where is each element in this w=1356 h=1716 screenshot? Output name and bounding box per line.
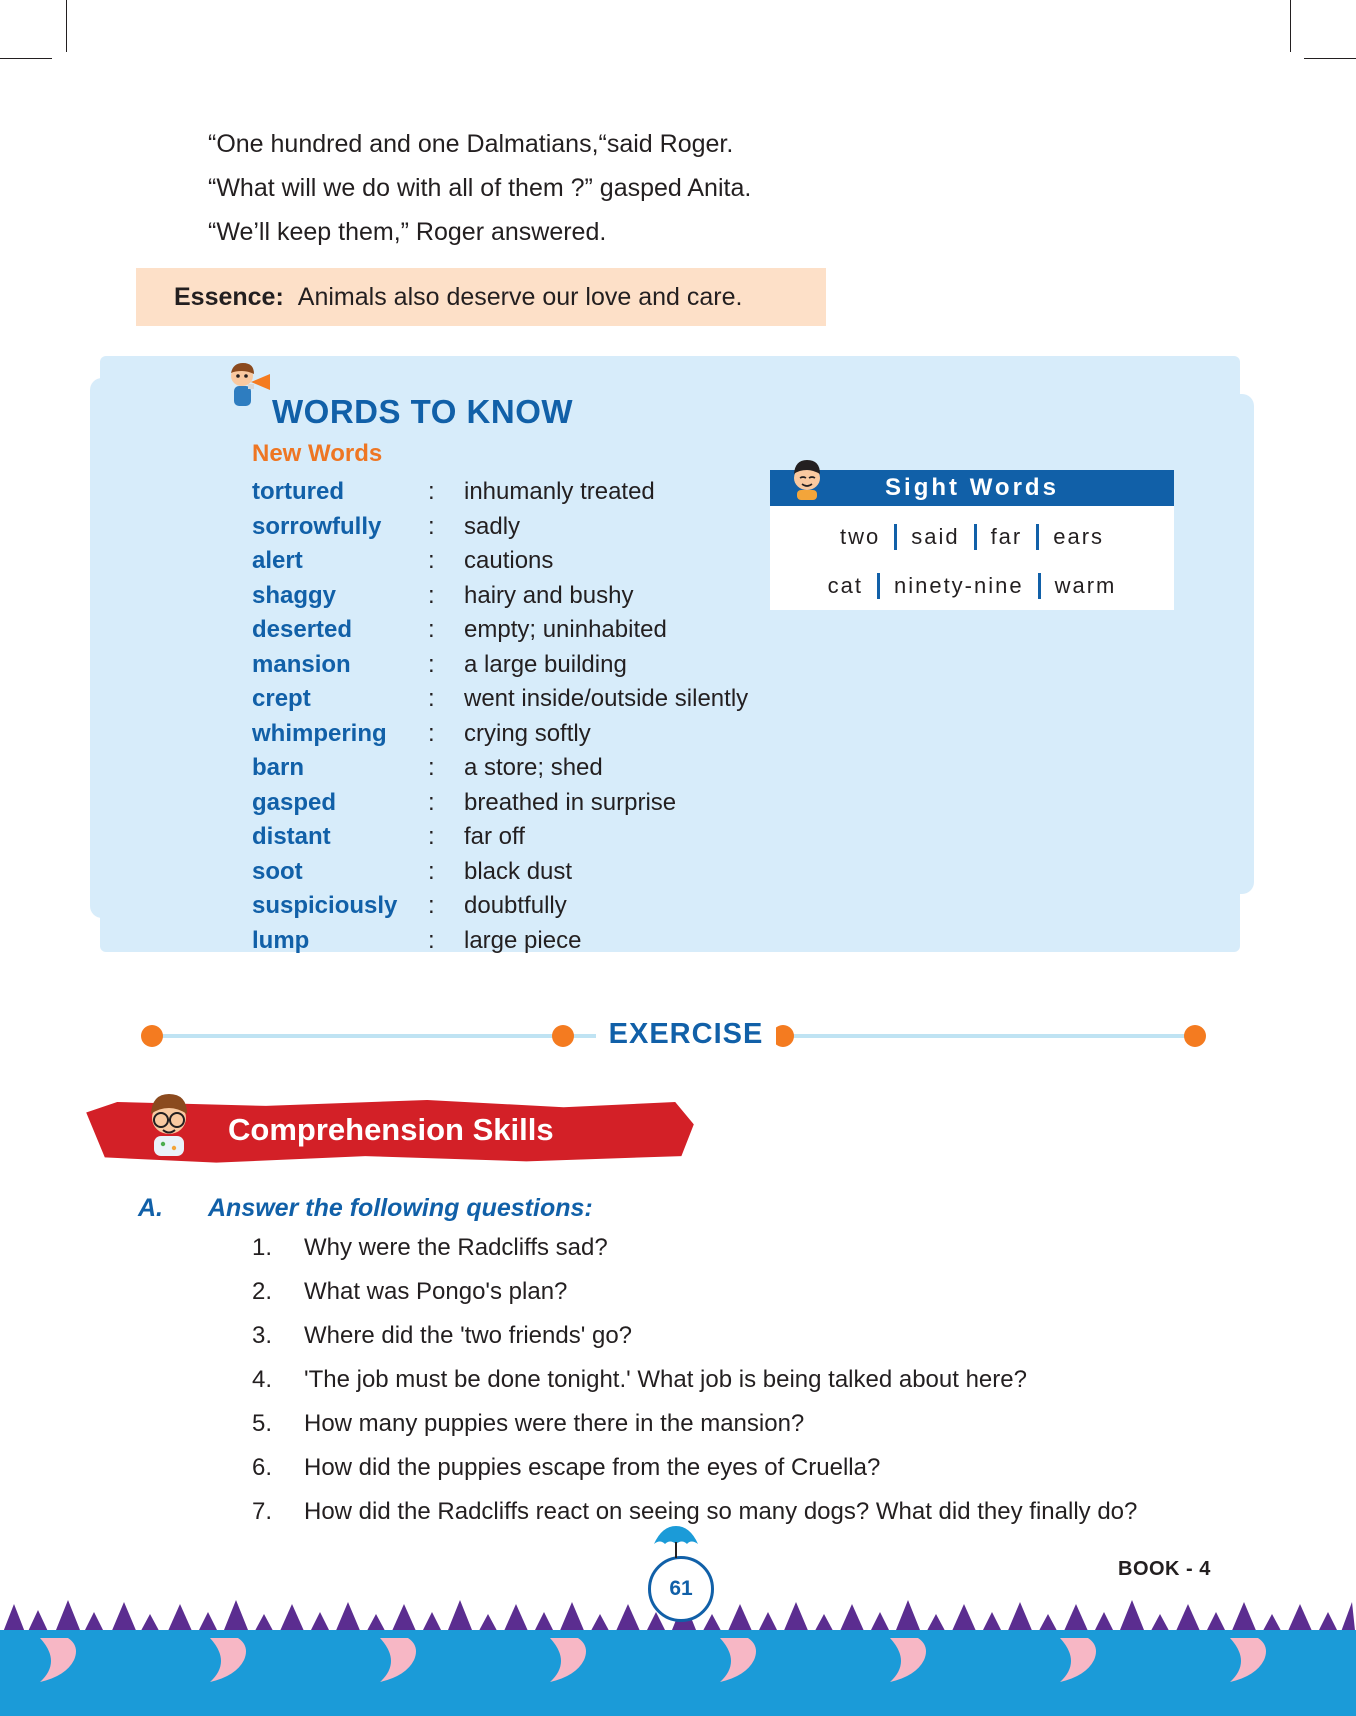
comprehension-banner-title: Comprehension Skills <box>228 1112 554 1147</box>
divider-dot <box>1184 1025 1206 1047</box>
question-text: Why were the Radcliffs sad? <box>304 1234 608 1261</box>
word-entry <box>252 754 812 789</box>
word-separator: : <box>428 478 435 505</box>
essence-text: Animals also deserve our love and care. <box>297 282 743 311</box>
word-entry <box>252 651 812 686</box>
question-text: What was Pongo's plan? <box>304 1278 568 1305</box>
story-line: “We’ll keep them,” Roger answered. <box>208 218 607 246</box>
new-words-label: New Words <box>252 440 383 467</box>
word-separator: : <box>428 926 435 954</box>
word-definition: black dust <box>464 857 573 885</box>
page-number-badge: 61 <box>648 1556 714 1622</box>
word-term: suspiciously <box>252 892 398 919</box>
exercise-label: EXERCISE <box>596 1018 776 1051</box>
word-entry <box>252 720 812 755</box>
question-number: 4. <box>252 1366 273 1393</box>
question-text: 'The job must be done tonight.' What job is being talked about here? <box>304 1366 1027 1393</box>
word-entry <box>252 789 812 824</box>
question-number: 3. <box>252 1322 273 1349</box>
questions-list <box>252 1234 1252 1542</box>
sight-word: two <box>839 524 881 549</box>
word-entry <box>252 616 812 651</box>
word-definition: inhumanly treated <box>464 478 655 505</box>
new-words-list <box>252 478 812 961</box>
word-separator: : <box>428 547 435 574</box>
boy-face-icon <box>784 448 830 500</box>
word-entry <box>252 927 812 962</box>
word-term: whimpering <box>252 719 387 747</box>
footer-waves <box>0 1638 1356 1716</box>
word-entry <box>252 513 812 548</box>
word-term: gasped <box>252 788 337 816</box>
crop-mark <box>1290 0 1291 52</box>
question-item <box>252 1234 1252 1278</box>
word-term: mansion <box>252 650 351 678</box>
question-item <box>252 1322 1252 1366</box>
word-entry <box>252 685 812 720</box>
word-term: distant <box>252 823 331 850</box>
divider-dot <box>552 1025 574 1047</box>
word-definition: empty; uninhabited <box>464 616 667 643</box>
sight-word: cat <box>827 573 863 598</box>
sight-word: far <box>990 524 1023 549</box>
word-definition: large piece <box>464 926 582 954</box>
story-line: “What will we do with all of them ?” gasped Anita. <box>208 174 752 202</box>
word-separator: : <box>428 616 435 643</box>
word-separator: : <box>428 823 435 850</box>
word-entry <box>252 478 812 513</box>
crop-mark <box>66 0 67 52</box>
divider-dot <box>141 1025 163 1047</box>
word-term: alert <box>252 547 303 574</box>
word-definition: a large building <box>464 650 627 678</box>
sight-words-title: Sight Words <box>770 470 1174 506</box>
word-term: crept <box>252 685 311 712</box>
sight-words-row <box>770 514 1174 560</box>
essence-box <box>136 268 826 326</box>
sight-words-row <box>770 566 1174 606</box>
word-definition: doubtfully <box>464 892 567 919</box>
word-entry <box>252 582 812 617</box>
section-title: Answer the following questions: <box>208 1194 593 1222</box>
question-number: 7. <box>252 1498 273 1525</box>
sight-word: ears <box>1053 524 1105 549</box>
word-separator: : <box>428 857 435 885</box>
word-separator: : <box>428 512 435 540</box>
question-text: How did the puppies escape from the eyes of Cruella? <box>304 1454 881 1481</box>
question-number: 5. <box>252 1410 273 1437</box>
word-entry <box>252 892 812 927</box>
word-term: soot <box>252 857 303 885</box>
word-term: barn <box>252 754 305 781</box>
word-definition: crying softly <box>464 719 591 747</box>
word-separator: : <box>428 685 435 712</box>
crop-mark <box>0 58 52 59</box>
word-entry <box>252 547 812 582</box>
word-definition: breathed in surprise <box>464 788 677 816</box>
word-separator: : <box>428 892 435 919</box>
word-definition: went inside/outside silently <box>464 685 749 712</box>
word-term: shaggy <box>252 581 337 609</box>
word-definition: sadly <box>464 512 521 540</box>
question-number: 2. <box>252 1278 273 1305</box>
question-item <box>252 1366 1252 1410</box>
essence-label: Essence: <box>174 282 284 311</box>
word-definition: hairy and bushy <box>464 581 634 609</box>
section-letter: A. <box>138 1194 163 1222</box>
crop-mark <box>1304 58 1356 59</box>
question-item <box>252 1454 1252 1498</box>
sight-word: said <box>911 524 960 549</box>
question-item <box>252 1498 1252 1542</box>
story-line: “One hundred and one Dalmatians,“said Roger. <box>208 130 734 158</box>
question-text: How many puppies were there in the mansion? <box>304 1410 805 1437</box>
word-definition: cautions <box>464 547 554 574</box>
word-separator: : <box>428 581 435 609</box>
question-item <box>252 1410 1252 1454</box>
word-separator: : <box>428 719 435 747</box>
word-separator: : <box>428 754 435 781</box>
sight-word: warm <box>1054 573 1117 598</box>
word-term: sorrowfully <box>252 512 382 540</box>
sight-word: ninety-nine <box>893 573 1024 598</box>
words-to-know-title: WORDS TO KNOW <box>272 393 574 430</box>
word-entry <box>252 858 812 893</box>
question-number: 6. <box>252 1454 273 1481</box>
professor-icon <box>134 1078 204 1158</box>
question-text: Where did the 'two friends' go? <box>304 1322 633 1349</box>
word-separator: : <box>428 650 435 678</box>
sight-words-box <box>770 470 1174 610</box>
question-text: How did the Radcliffs react on seeing so many dogs? What did they finally do? <box>304 1498 1138 1525</box>
question-number: 1. <box>252 1234 273 1261</box>
word-definition: a store; shed <box>464 754 603 781</box>
book-label: BOOK - 4 <box>1118 1558 1211 1580</box>
umbrella-icon <box>648 1518 704 1562</box>
word-term: deserted <box>252 616 353 643</box>
word-entry <box>252 823 812 858</box>
word-definition: far off <box>464 823 525 850</box>
boy-with-megaphone-icon <box>218 360 274 412</box>
word-term: lump <box>252 926 310 954</box>
word-term: tortured <box>252 478 344 505</box>
word-separator: : <box>428 788 435 816</box>
story-text <box>208 122 1108 254</box>
question-item <box>252 1278 1252 1322</box>
